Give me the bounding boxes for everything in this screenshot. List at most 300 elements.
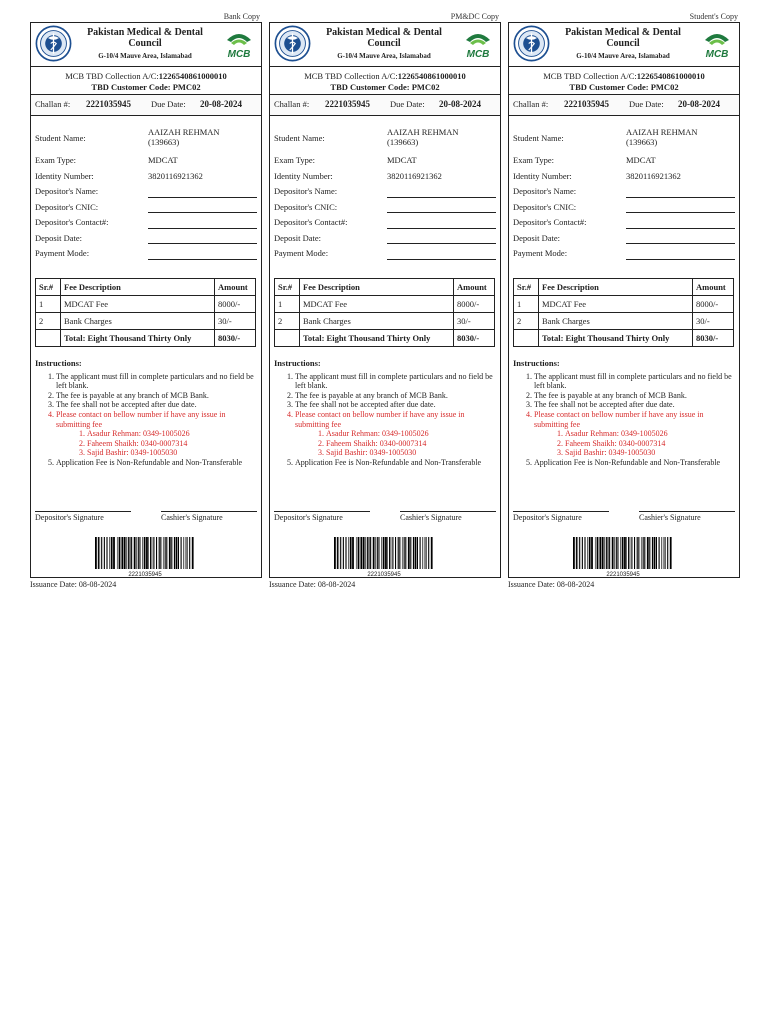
contact-instruction: Please contact on bellow number if have any issue in submitting fee <box>56 409 226 429</box>
cashier-signature: Cashier's Signature <box>161 511 257 522</box>
barcode-bar <box>387 537 388 569</box>
mcb-bank-logo <box>221 30 257 60</box>
fee-total-empty <box>36 330 61 347</box>
issuance-date: Issuance Date: 08-08-2024 <box>508 580 595 589</box>
fee-header-sr: Sr.# <box>36 279 61 296</box>
barcode-bar <box>637 537 638 569</box>
deposit-date-field[interactable] <box>148 243 257 244</box>
identity-label: Identity Number: <box>35 170 94 181</box>
barcode-bar <box>148 537 149 569</box>
depositor-contact-label: Depositor's Contact#: <box>35 217 109 227</box>
barcode-bar <box>356 537 357 569</box>
fee-header-description: Fee Description <box>61 279 215 296</box>
barcode-bar <box>117 537 118 569</box>
barcode-bar <box>654 537 656 569</box>
barcode-bar <box>343 537 344 569</box>
barcode-bar <box>339 537 340 569</box>
instructions <box>513 359 735 468</box>
org-name-line1: Pakistan Medical & Dental <box>565 27 681 38</box>
barcode-bar <box>340 537 341 569</box>
barcode-bar <box>171 537 172 569</box>
org-address: G-10/4 Mauve Area, Islamabad <box>98 52 192 60</box>
contacts-list <box>56 429 257 458</box>
fee-amount: 30/- <box>693 313 734 330</box>
fee-total-row <box>275 330 495 347</box>
barcode-bar <box>134 537 136 569</box>
account-prefix: MCB TBD Collection A/C: <box>65 71 159 81</box>
payment-mode-field[interactable] <box>626 259 735 260</box>
depositor-contact-field[interactable] <box>626 228 735 229</box>
challan-box <box>269 22 501 578</box>
org-address: G-10/4 Mauve Area, Islamabad <box>576 52 670 60</box>
barcode-bar <box>667 537 668 569</box>
barcode-bar <box>399 537 400 569</box>
challan-row <box>31 94 261 116</box>
collection-account-line <box>31 71 261 82</box>
depositor-name-row <box>35 184 257 200</box>
barcode-bar <box>109 537 110 569</box>
identity-row <box>274 169 496 185</box>
barcode-bar <box>616 537 617 569</box>
challan-label: Challan #: <box>274 99 310 109</box>
barcode-bar <box>641 537 642 569</box>
challan-copy <box>30 12 262 589</box>
due-date: 20-08-2024 <box>200 99 242 109</box>
fee-total-label: Total: Eight Thousand Thirty Only <box>61 330 215 347</box>
barcode-bar <box>163 537 164 569</box>
mcb-logo-text: MCB <box>227 49 251 60</box>
barcode-bar <box>670 537 672 569</box>
issuance-date: Issuance Date: 08-08-2024 <box>30 580 117 589</box>
fee-description: MDCAT Fee <box>61 296 215 313</box>
barcode-bar <box>169 537 171 569</box>
barcode-bar <box>111 537 113 569</box>
barcode-bar <box>589 537 591 569</box>
due-date: 20-08-2024 <box>439 99 481 109</box>
barcode-bar <box>415 537 417 569</box>
student-name-value <box>387 127 459 147</box>
deposit-date-row <box>513 231 735 247</box>
barcode-bar <box>337 537 338 569</box>
student-name-row <box>274 125 496 153</box>
barcode-bar <box>602 537 604 569</box>
collection-account-line <box>270 71 500 82</box>
account-number: 1226540861000010 <box>158 71 227 81</box>
depositor-name-field[interactable] <box>626 197 735 198</box>
deposit-date-field[interactable] <box>387 243 496 244</box>
barcode-bar <box>624 537 626 569</box>
exam-type-value: MDCAT <box>626 155 656 165</box>
signatures <box>35 511 257 525</box>
barcode-bar <box>378 537 379 569</box>
barcode-bar <box>656 537 657 569</box>
barcode-bar <box>100 537 101 569</box>
payment-mode-row <box>35 246 257 262</box>
list-item: 1. The applicant must fill in complete particulars and no field be left blank. <box>56 372 257 391</box>
student-name-value <box>626 127 698 147</box>
payment-mode-label: Payment Mode: <box>513 248 568 258</box>
student-name: AAIZAH REHMAN <box>626 127 698 137</box>
org-address: G-10/4 Mauve Area, Islamabad <box>337 52 431 60</box>
barcode-number: 2221035945 <box>606 572 640 578</box>
barcode-bar <box>609 537 610 569</box>
account-number: 1226540861000010 <box>636 71 705 81</box>
list-item: 5. Application Fee is Non-Refundable and Non-Transferable <box>534 458 735 468</box>
fee-description: Bank Charges <box>300 313 454 330</box>
fee-amount: 30/- <box>215 313 256 330</box>
depositor-cnic-field[interactable] <box>148 212 257 213</box>
barcode-bar <box>165 537 166 569</box>
barcode-bar <box>159 537 160 569</box>
fee-sr: 1 <box>275 296 300 313</box>
barcode-bar <box>345 537 346 569</box>
depositor-name-label: Depositor's Name: <box>35 186 99 196</box>
mcb-bank-logo <box>460 30 496 60</box>
barcode-bar <box>607 537 608 569</box>
mcb-bank-logo <box>699 30 735 60</box>
barcode-bar <box>622 537 624 569</box>
barcode-bar <box>404 537 405 569</box>
details-fields <box>274 125 496 262</box>
barcode-bar <box>424 537 425 569</box>
challan-label: Challan #: <box>35 99 71 109</box>
account-prefix: MCB TBD Collection A/C: <box>304 71 398 81</box>
student-name-row <box>35 125 257 153</box>
barcode-bar <box>368 537 369 569</box>
challan-box <box>508 22 740 578</box>
depositor-cnic-label: Depositor's CNIC: <box>35 201 99 212</box>
challan-number: 2221035945 <box>86 99 131 109</box>
barcode-bar <box>617 537 618 569</box>
barcode-bar <box>606 537 607 569</box>
barcode-bar <box>128 537 129 569</box>
fee-amount: 30/- <box>454 313 495 330</box>
student-name: AAIZAH REHMAN <box>148 127 220 137</box>
instructions-list <box>513 372 735 468</box>
fee-header-amount: Amount <box>454 279 495 296</box>
barcode-bar <box>573 537 575 569</box>
barcode-bar <box>652 537 653 569</box>
table-row <box>275 296 495 313</box>
barcode-bar <box>631 537 632 569</box>
depositor-cnic-field[interactable] <box>387 212 496 213</box>
deposit-date-row <box>35 231 257 247</box>
fee-table <box>513 278 734 347</box>
depositor-contact-field[interactable] <box>148 228 257 229</box>
student-name-label: Student Name: <box>274 133 325 143</box>
contacts-list <box>534 429 735 458</box>
fee-table <box>35 278 256 347</box>
barcode-bar <box>410 537 411 569</box>
due-date-label: Due Date: <box>151 99 186 109</box>
barcode-bar <box>153 537 154 569</box>
barcode-bar <box>152 537 153 569</box>
barcode-bar <box>392 537 393 569</box>
barcode-bar <box>626 537 627 569</box>
barcode-bar <box>659 537 660 569</box>
barcode-bar <box>185 537 186 569</box>
fee-table-header <box>36 279 256 296</box>
depositor-name-field[interactable] <box>148 197 257 198</box>
barcode-bar <box>113 537 115 569</box>
signatures <box>274 511 496 525</box>
org-name-line2: Council <box>128 38 162 49</box>
table-row <box>36 313 256 330</box>
payment-mode-field[interactable] <box>148 259 257 260</box>
fee-total-label: Total: Eight Thousand Thirty Only <box>300 330 454 347</box>
depositor-cnic-row <box>35 200 257 216</box>
payment-mode-label: Payment Mode: <box>35 248 90 258</box>
table-row <box>275 313 495 330</box>
contact-item: 1. Asadur Rehman: 0349-1005026 <box>565 429 735 439</box>
depositor-contact-label: Depositor's Contact#: <box>513 217 587 227</box>
barcode-bar <box>413 537 414 569</box>
exam-type-row <box>274 153 496 169</box>
fee-description: MDCAT Fee <box>300 296 454 313</box>
fee-header-amount: Amount <box>215 279 256 296</box>
mcb-logo-text: MCB <box>466 49 490 60</box>
challan-label: Challan #: <box>513 99 549 109</box>
barcode-bar <box>144 537 146 569</box>
fee-total-empty <box>275 330 300 347</box>
barcode-bar <box>408 537 410 569</box>
barcode-bar <box>649 537 650 569</box>
barcode-bar <box>150 537 151 569</box>
barcode-bar <box>334 537 336 569</box>
fee-amount: 8000/- <box>693 296 734 313</box>
deposit-date-label: Deposit Date: <box>513 232 560 243</box>
barcode-bar <box>146 537 148 569</box>
barcode-bar <box>405 537 406 569</box>
challan-header <box>31 23 261 67</box>
fee-total-amount: 8030/- <box>454 330 495 347</box>
barcode-bar <box>663 537 664 569</box>
barcode-bar <box>422 537 423 569</box>
barcode-bar <box>426 537 427 569</box>
org-name-line2: Council <box>606 38 640 49</box>
barcode-bar <box>389 537 390 569</box>
barcode-bar <box>176 537 178 569</box>
challan-copy <box>508 12 740 589</box>
cashier-signature: Cashier's Signature <box>639 511 735 522</box>
list-item: 2. The fee is payable at any branch of MCB Bank. <box>534 391 735 401</box>
exam-type-value: MDCAT <box>387 155 417 165</box>
fee-table-header <box>275 279 495 296</box>
barcode-bar <box>431 537 433 569</box>
depositor-signature: Depositor's Signature <box>513 511 609 522</box>
barcode-image <box>334 537 434 569</box>
student-name-value <box>148 127 220 147</box>
depositor-name-row <box>274 184 496 200</box>
account-number: 1226540861000010 <box>397 71 466 81</box>
challan-box <box>30 22 262 578</box>
barcode-image <box>95 537 195 569</box>
barcode-bar <box>576 537 577 569</box>
fee-table <box>274 278 495 347</box>
barcode-bar <box>360 537 362 569</box>
fee-sr: 2 <box>275 313 300 330</box>
fee-sr: 2 <box>36 313 61 330</box>
customer-code: TBD Customer Code: PMC02 <box>330 82 440 92</box>
barcode-bar <box>129 537 130 569</box>
barcode-bar <box>373 537 375 569</box>
contact-item: 3. Sajid Bashir: 0349-1005030 <box>326 448 496 458</box>
exam-type-label: Exam Type: <box>274 155 316 165</box>
contact-item: 2. Faheem Shaikh: 0340-0007314 <box>565 439 735 449</box>
student-id-code: (139663) <box>148 137 180 147</box>
copy-label: Student's Copy <box>689 12 738 21</box>
fee-header-description: Fee Description <box>539 279 693 296</box>
collection-info <box>270 71 500 93</box>
barcode-bar <box>178 537 179 569</box>
barcode-image <box>573 537 673 569</box>
barcode-bar <box>579 537 580 569</box>
fee-header-sr: Sr.# <box>275 279 300 296</box>
barcode-bar <box>367 537 368 569</box>
barcode-bar <box>391 537 392 569</box>
details-fields <box>513 125 735 262</box>
barcode-bar <box>192 537 194 569</box>
barcode-bar <box>604 537 605 569</box>
barcode-bar <box>634 537 635 569</box>
identity-value: 3820116921362 <box>148 170 203 181</box>
contact-item: 3. Sajid Bashir: 0349-1005030 <box>565 448 735 458</box>
org-name-line1: Pakistan Medical & Dental <box>87 27 203 38</box>
barcode-bar <box>402 537 403 569</box>
student-name-label: Student Name: <box>35 133 86 143</box>
barcode-bar <box>597 537 599 569</box>
list-item: 5. Application Fee is Non-Refundable and Non-Transferable <box>56 458 257 468</box>
list-item <box>534 410 735 458</box>
depositor-cnic-field[interactable] <box>626 212 735 213</box>
challan-number: 2221035945 <box>325 99 370 109</box>
pmdc-seal-logo <box>35 25 72 62</box>
identity-row <box>35 169 257 185</box>
fee-sr: 1 <box>514 296 539 313</box>
barcode-bar <box>398 537 399 569</box>
table-row <box>514 296 734 313</box>
barcode-bar <box>599 537 601 569</box>
collection-info <box>31 71 261 93</box>
identity-label: Identity Number: <box>274 170 333 181</box>
depositor-contact-field[interactable] <box>387 228 496 229</box>
table-row <box>36 296 256 313</box>
barcode-bar <box>101 537 102 569</box>
barcode-bar <box>370 537 371 569</box>
barcode-bar <box>183 537 184 569</box>
barcode-bar <box>385 537 387 569</box>
fee-total-empty <box>514 330 539 347</box>
barcode-bar <box>350 537 352 569</box>
list-item: 3. The fee shall not be accepted after due date. <box>295 400 496 410</box>
barcode-bar <box>595 537 596 569</box>
fee-total-amount: 8030/- <box>215 330 256 347</box>
barcode-bar <box>119 537 121 569</box>
deposit-date-field[interactable] <box>626 243 735 244</box>
list-item: 1. The applicant must fill in complete particulars and no field be left blank. <box>295 372 496 391</box>
depositor-contact-label: Depositor's Contact#: <box>274 217 348 227</box>
pmdc-seal-logo <box>274 25 311 62</box>
customer-code: TBD Customer Code: PMC02 <box>91 82 201 92</box>
list-item: 2. The fee is payable at any branch of MCB Bank. <box>295 391 496 401</box>
fee-sr: 2 <box>514 313 539 330</box>
barcode-bar <box>166 537 167 569</box>
depositor-name-field[interactable] <box>387 197 496 198</box>
challan-header <box>270 23 500 67</box>
barcode-bar <box>647 537 649 569</box>
barcode-bar <box>375 537 376 569</box>
barcode-bar <box>156 537 157 569</box>
barcode-bar <box>420 537 421 569</box>
depositor-signature: Depositor's Signature <box>274 511 370 522</box>
contact-item: 1. Asadur Rehman: 0349-1005026 <box>87 429 257 439</box>
challan-row <box>509 94 739 116</box>
list-item: 2. The fee is payable at any branch of MCB Bank. <box>56 391 257 401</box>
challan-row <box>270 94 500 116</box>
identity-value: 3820116921362 <box>387 170 442 181</box>
barcode-bar <box>352 537 354 569</box>
student-name: AAIZAH REHMAN <box>387 127 459 137</box>
barcode-bar <box>582 537 583 569</box>
barcode-bar <box>160 537 161 569</box>
fee-description: MDCAT Fee <box>539 296 693 313</box>
barcode-bar <box>614 537 615 569</box>
exam-type-row <box>513 153 735 169</box>
barcode-bar <box>644 537 645 569</box>
barcode-bar <box>428 537 429 569</box>
barcode-bar <box>121 537 123 569</box>
depositor-name-label: Depositor's Name: <box>513 186 577 196</box>
payment-mode-field[interactable] <box>387 259 496 260</box>
barcode-bar <box>365 537 366 569</box>
barcode-bar <box>358 537 360 569</box>
fee-header-description: Fee Description <box>300 279 454 296</box>
instructions-title: Instructions: <box>35 358 82 368</box>
barcode-number: 2221035945 <box>367 572 401 578</box>
identity-label: Identity Number: <box>513 170 572 181</box>
depositor-name-label: Depositor's Name: <box>274 186 338 196</box>
depositor-cnic-label: Depositor's CNIC: <box>274 201 338 212</box>
barcode-bar <box>628 537 629 569</box>
fee-amount: 8000/- <box>454 296 495 313</box>
challan-copy <box>269 12 501 589</box>
fee-total-row <box>36 330 256 347</box>
signatures <box>513 511 735 525</box>
due-date-label: Due Date: <box>390 99 425 109</box>
barcode-bar <box>138 537 139 569</box>
barcode-bar <box>417 537 418 569</box>
barcode-bar <box>136 537 137 569</box>
copy-label: PM&DC Copy <box>450 12 499 21</box>
org-block <box>310 27 458 60</box>
collection-account-line <box>509 71 739 82</box>
barcode-bar <box>187 537 188 569</box>
barcode-bar <box>377 537 378 569</box>
fee-table-header <box>514 279 734 296</box>
depositor-contact-row <box>513 215 735 231</box>
barcode-bar <box>189 537 190 569</box>
depositor-contact-row <box>274 215 496 231</box>
barcode-bar <box>383 537 385 569</box>
fee-total-row <box>514 330 734 347</box>
barcode-bar <box>612 537 614 569</box>
instructions-title: Instructions: <box>274 358 321 368</box>
student-id-code: (139663) <box>626 137 658 147</box>
org-name-line1: Pakistan Medical & Dental <box>326 27 442 38</box>
barcode-bar <box>126 537 127 569</box>
due-date: 20-08-2024 <box>678 99 720 109</box>
fee-amount: 8000/- <box>215 296 256 313</box>
